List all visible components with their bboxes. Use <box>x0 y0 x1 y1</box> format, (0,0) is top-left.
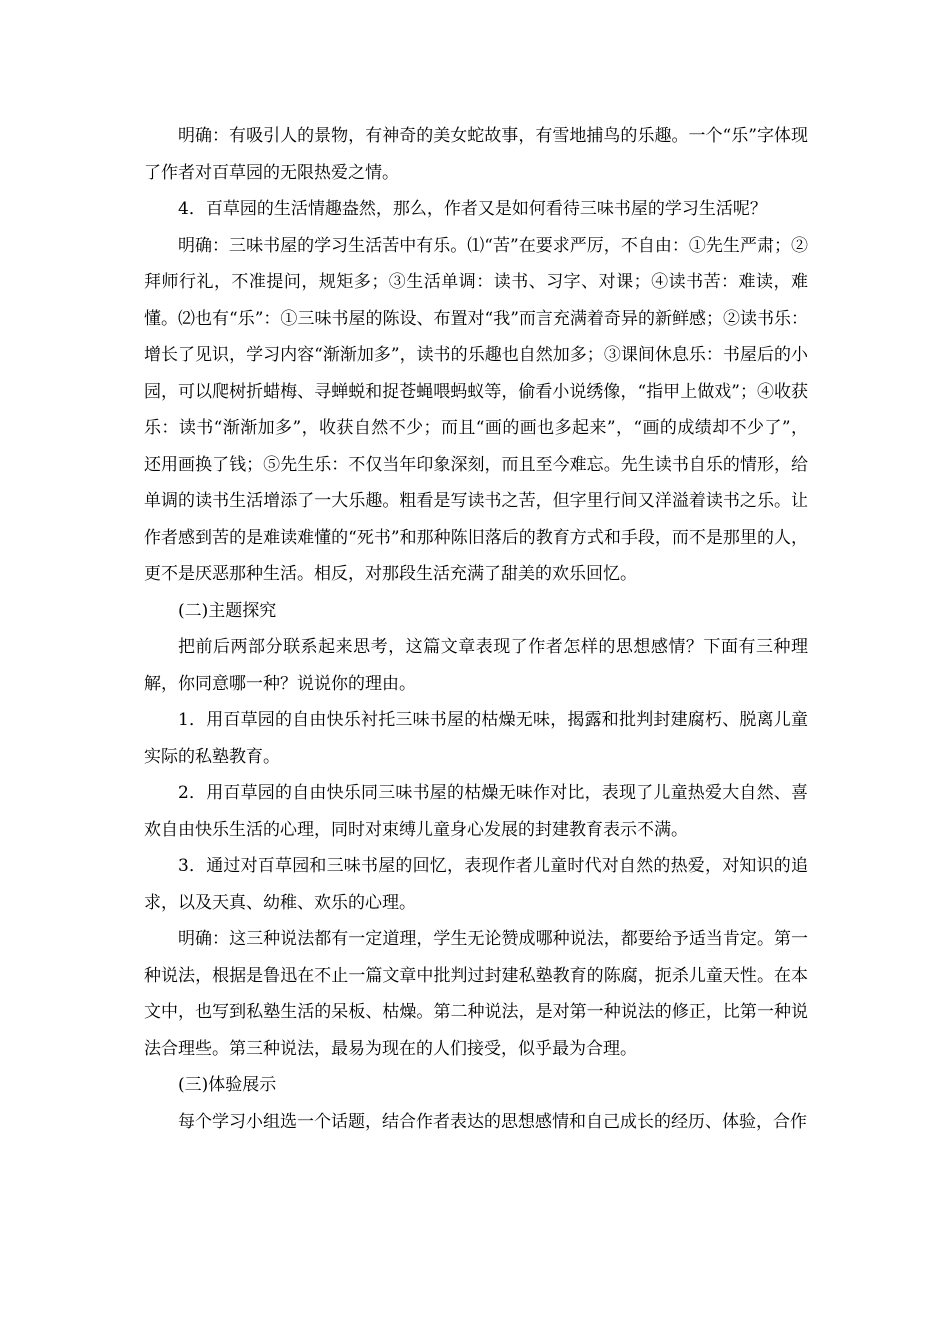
theme-prompt: 把前后两部分联系起来思考，这篇文章表现了作者怎样的思想感情？下面有三种理解，你同意哪一种？说说你的理由。 <box>144 637 808 694</box>
option-1: 1．用百草园的自由快乐衬托三味书屋的枯燥无味，揭露和批判封建腐朽、脱离儿童实际的私塾教育。 <box>144 710 808 767</box>
section-heading-experience: (三)体验展示 <box>178 1075 277 1095</box>
option-3: 3．通过对百草园和三味书屋的回忆，表现作者儿童时代对自然的热爱，对知识的追求，以及天真、幼稚、欢乐的心理。 <box>144 856 808 913</box>
answer-paragraph-1: 明确：有吸引人的景物，有神奇的美女蛇故事，有雪地捕鸟的乐趣。一个“乐”字体现了作者对百草园的无限热爱之情。 <box>144 126 808 183</box>
section-heading-theme: (二)主题探究 <box>178 600 277 621</box>
answer-paragraph-2: 明确：三味书屋的学习生活苦中有乐。⑴“苦”在要求严厉，不自由：①先生严肃；②拜师行礼，不准提问，规矩多；③生活单调：读书、习字、对课；④读书苦：难读，难懂。⑵也有“乐”：①三味书屋的陈设、布置对“我”而言充满着奇异的新鲜感；②读书乐：增长了见识，学习内容“渐渐加多”，读书的乐趣也自然加多；③课间休息乐：书屋后的小园，可以爬树折蜡梅、寻蝉蜕和捉苍蝇喂蚂蚁等，偷看小说绣像，“指甲上做戏”；④收获乐：读书“渐渐加多”，收获自然不少；而且“画的画也多起来”，“画的成绩却不少了”，还用画换了钱；⑤先生乐：不仅当年印象深刻，而且至今难忘。先生读书自乐的情形，给单调的读书生活增添了一大乐趣。粗看是写读书之苦，但字里行间又洋溢着读书之乐。让作者感到苦的是难读难懂的“死书”和那种陈旧落后的教育方式和手段，而不是那里的人，更不是厌恶那种生活。相反，对那段生活充满了甜美的欢乐回忆。 <box>144 235 808 584</box>
option-2: 2．用百草园的自由快乐同三味书屋的枯燥无味作对比，表现了儿童热爱大自然、喜欢自由快乐生活的心理，同时对束缚儿童身心发展的封建教育表示不满。 <box>144 783 808 840</box>
answer-paragraph-3: 明确：这三种说法都有一定道理，学生无论赞成哪种说法，都要给予适当肯定。第一种说法，根据是鲁迅在不止一篇文章中批判过封建私塾教育的陈腐，扼杀儿童天性。在本文中，也写到私塾生活的呆板、枯燥。第二种说法，是对第一种说法的修正，比第一种说法合理些。第三种说法，最易为现在的人们接受，似乎最为合理。 <box>144 929 808 1059</box>
experience-paragraph: 每个学习小组选一个话题，结合作者表达的思想感情和自己成长的经历、体验，合作 <box>178 1111 807 1132</box>
document-page <box>144 118 808 1140</box>
question-4: 4．百草园的生活情趣盎然，那么，作者又是如何看待三味书屋的学习生活呢？ <box>178 199 767 219</box>
